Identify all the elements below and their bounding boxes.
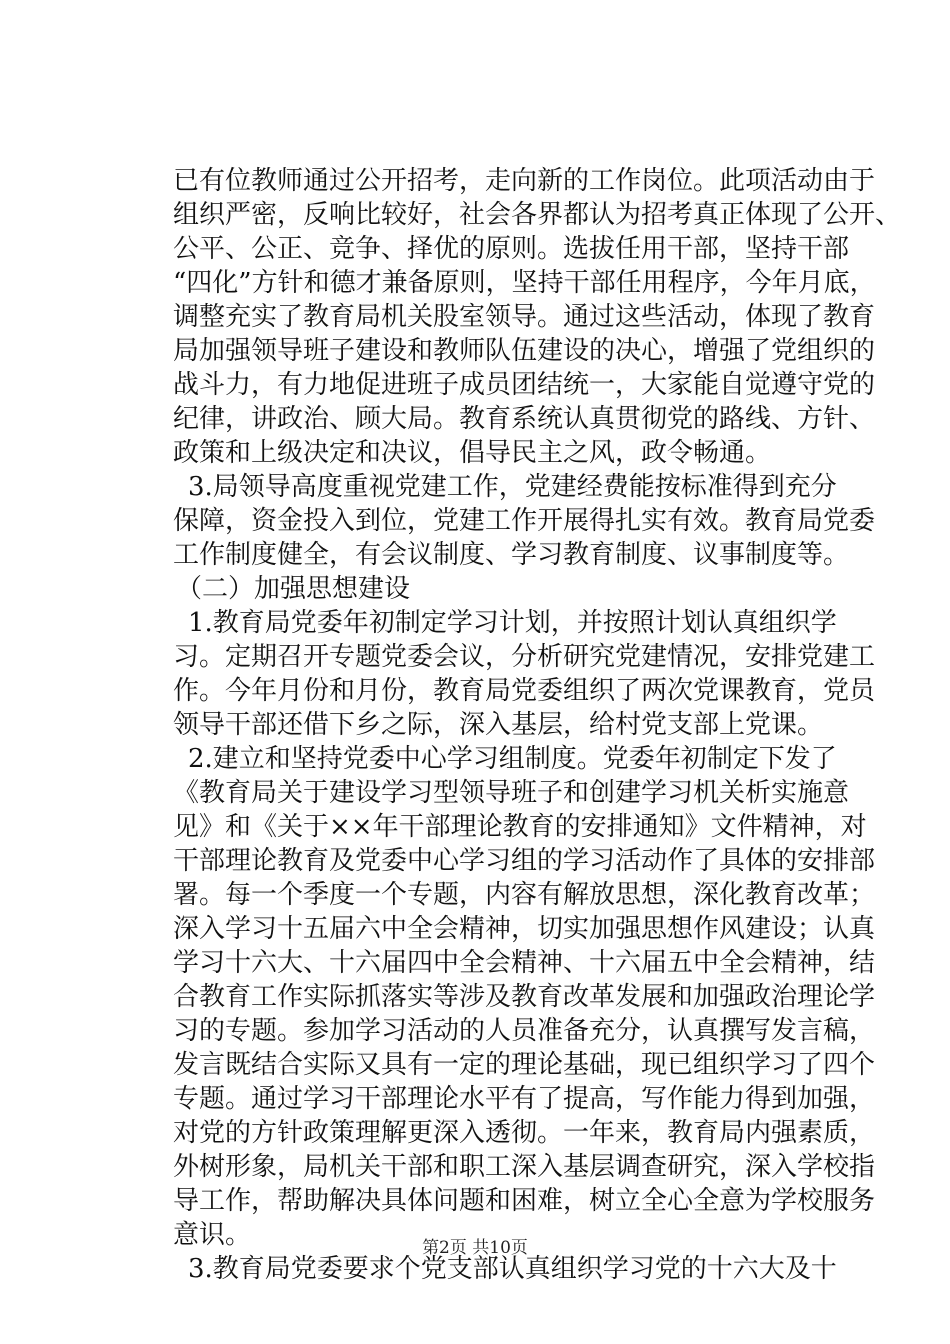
text-line: 习的专题。参加学习活动的人员准备充分，认真撰写发言稿， <box>173 1016 876 1046</box>
page-number-footer: 第2页 共10页 <box>422 1238 528 1258</box>
text-line: 见》和《关于××年干部理论教育的安排通知》文件精神，对 <box>173 812 867 842</box>
text-line: 专题。通过学习干部理论水平有了提高，写作能力得到加强， <box>173 1084 876 1114</box>
text-line: 发言既结合实际又具有一定的理论基础，现已组织学习了四个 <box>173 1050 876 1080</box>
text-line: 战斗力，有力地促进班子成员团结统一，大家能自觉遵守党的 <box>173 370 876 400</box>
text-line: 意识。 <box>173 1220 252 1250</box>
text-line: 导工作，帮助解决具体问题和困难，树立全心全意为学校服务 <box>173 1186 876 1216</box>
text-line: 局加强领导班子建设和教师队伍建设的决心，增强了党组织的 <box>173 336 876 366</box>
text-line: 对党的方针政策理解更深入透彻。一年来，教育局内强素质， <box>173 1118 876 1148</box>
text-line: 作。今年月份和月份，教育局党委组织了两次党课教育，党员 <box>173 676 876 706</box>
paragraph-start-line: 3.教育局党委要求个党支部认真组织学习党的十六大及十 <box>188 1254 837 1284</box>
text-line: 工作制度健全，有会议制度、学习教育制度、议事制度等。 <box>173 540 850 570</box>
text-line: 《教育局关于建设学习型领导班子和创建学习机关析实施意 <box>173 778 850 808</box>
text-line: 学习十六大、十六届四中全会精神、十六届五中全会精神，结 <box>173 948 876 978</box>
text-line: 领导干部还借下乡之际，深入基层，给村党支部上党课。 <box>173 710 824 740</box>
text-line: 保障，资金投入到位，党建工作开展得扎实有效。教育局党委 <box>173 506 876 536</box>
paragraph-start-line: 3.局领导高度重视党建工作，党建经费能按标准得到充分 <box>188 472 837 502</box>
text-line: 深入学习十五届六中全会精神，切实加强思想作风建设；认真 <box>173 914 876 944</box>
section-heading: （二）加强思想建设 <box>176 574 411 604</box>
paragraph-start-line: 1.教育局党委年初制定学习计划，并按照计划认真组织学 <box>188 608 837 638</box>
text-line: 外树形象，局机关干部和职工深入基层调查研究，深入学校指 <box>173 1152 876 1182</box>
text-line: 纪律，讲政治、顾大局。教育系统认真贯彻党的路线、方针、 <box>173 404 876 434</box>
text-line: 干部理论教育及党委中心学习组的学习活动作了具体的安排部 <box>173 846 876 876</box>
text-line: 署。每一个季度一个专题，内容有解放思想，深化教育改革； <box>173 880 876 910</box>
text-line: “四化”方针和德才兼备原则，坚持干部任用程序，今年月底， <box>173 268 876 298</box>
paragraph-start-line: 2.建立和坚持党委中心学习组制度。党委年初制定下发了 <box>188 744 837 774</box>
text-line: 政策和上级决定和决议，倡导民主之风，政令畅通。 <box>173 438 772 468</box>
text-line: 调整充实了教育局机关股室领导。通过这些活动，体现了教育 <box>173 302 876 332</box>
text-line: 公平、公正、竞争、择优的原则。选拔任用干部，坚持干部 <box>173 234 850 264</box>
text-line: 已有位教师通过公开招考，走向新的工作岗位。此项活动由于 <box>173 166 876 196</box>
text-line: 习。定期召开专题党委会议，分析研究党建情况，安排党建工 <box>173 642 876 672</box>
text-line: 合教育工作实际抓落实等涉及教育改革发展和加强政治理论学 <box>173 982 876 1012</box>
text-line: 组织严密，反响比较好，社会各界都认为招考真正体现了公开、 <box>173 200 902 230</box>
